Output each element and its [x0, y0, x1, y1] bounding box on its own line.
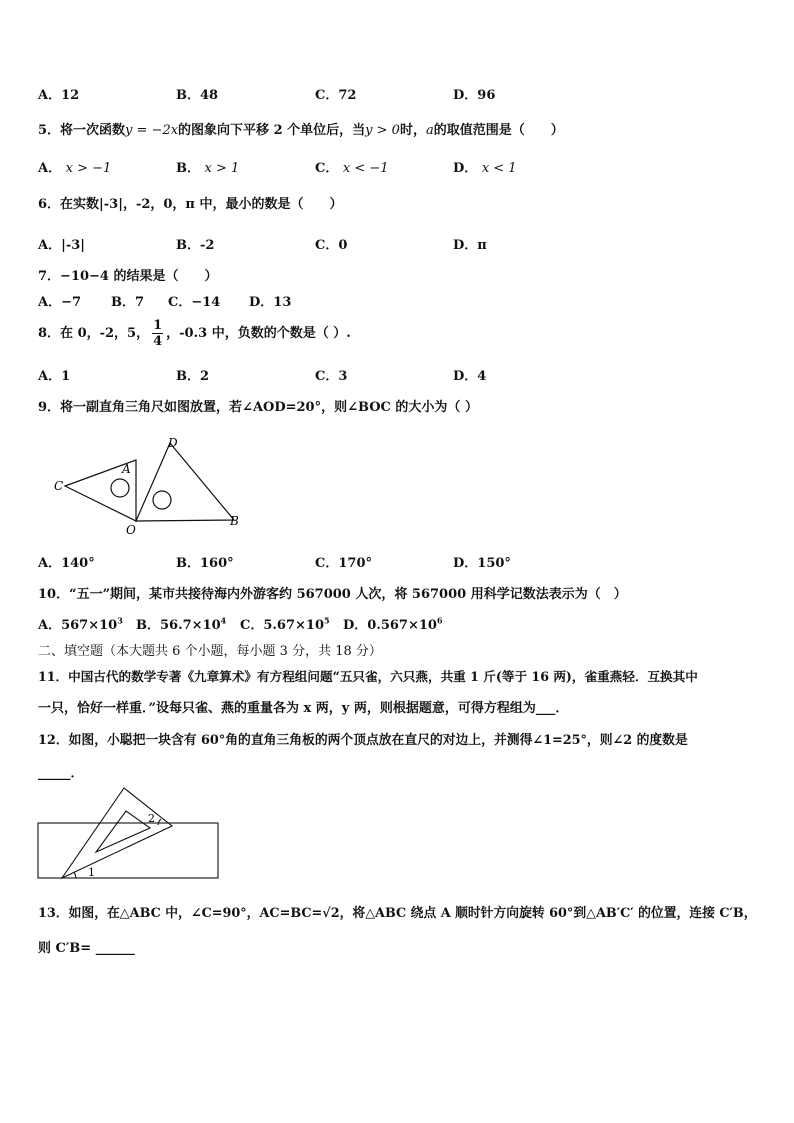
q10-option-a-base: A．567×10: [38, 618, 118, 633]
q9-label-d: D: [168, 436, 178, 450]
q4-option-a: A．12: [38, 88, 80, 103]
q9-option-a: A．140°: [38, 556, 95, 571]
q8-option-b: B．2: [176, 369, 210, 384]
q10-option-b-base: B．56.7×10: [136, 618, 221, 633]
q8-option-a: A．1: [38, 369, 71, 384]
q11-line1: 11．中国古代的数学专著《九章算术》有方程组问题“五只雀，六只燕，共重 1 斤(等于 16 两)，雀重燕轻．互换其中: [38, 669, 698, 684]
q12-label-2: 2: [148, 812, 155, 825]
q10-option-c: [240, 614, 330, 633]
q5-option-a-value: x > −1: [65, 161, 112, 176]
q9-label-c: C: [54, 479, 64, 493]
q11-line2: 一只，恰好一样重．”设每只雀、燕的重量各为 x 两，y 两，则根据题意，可得方程组为___．: [38, 701, 569, 716]
q5-variable: a: [425, 123, 434, 138]
q10-option-c-base: C．5.67×10: [240, 618, 324, 633]
q5-option-d-label: D．: [453, 161, 478, 176]
q9-label-b: B: [230, 514, 239, 528]
q6-option-d: D．π: [453, 238, 487, 253]
q7-option-c: C．−14: [168, 295, 221, 310]
q5-option-d: [453, 157, 517, 176]
q5-option-c: [315, 157, 389, 176]
q9-label-o: O: [126, 523, 136, 537]
q5-option-c-label: C．: [315, 161, 339, 176]
q8-fraction-denominator: 4: [153, 334, 163, 349]
q9-option-d: D．150°: [453, 556, 511, 571]
q9-right-triangle: [136, 443, 234, 521]
q10-option-d-exponent: 6: [436, 615, 443, 626]
q12-angle2-arc: [158, 819, 161, 825]
q12-line2: _____．: [38, 766, 84, 781]
q4-option-c: C．72: [315, 88, 357, 103]
q7-question: 7．−10−4 的结果是（ ）: [38, 269, 218, 284]
q10-option-a: [38, 614, 123, 633]
q9-figure: [50, 432, 250, 542]
q13-line2: 则 C′B= ______: [38, 941, 135, 956]
q5-option-a: [38, 157, 111, 176]
q5-question: [38, 119, 564, 138]
q6-option-a: A．|-3|: [38, 238, 85, 253]
q13-line1: 13．如图，在△ABC 中，∠C=90°，AC=BC=√2，将△ABC 绕点 A 顺时针方向旋转 60°到△AB′C′ 的位置，连接 C′B，: [38, 906, 757, 921]
q5-option-b-label: B．: [176, 161, 200, 176]
q8-fraction-numerator: 1: [153, 318, 163, 333]
q12-figure: [36, 786, 221, 882]
q4-option-d: D．96: [453, 88, 496, 103]
q10-option-d-base: D．0.567×10: [343, 618, 437, 633]
q10-option-b: [136, 614, 226, 633]
q6-option-b: B．-2: [176, 238, 215, 253]
q5-condition: y > 0: [365, 123, 400, 138]
q4-option-b: B．48: [176, 88, 219, 103]
q12-angle1-arc: [74, 872, 76, 878]
q5-middle: 的图象向下平移 2 个单位后，当: [178, 123, 366, 138]
q12-line1: 12．如图，小聪把一块含有 60°角的直角三角板的两个顶点放在直尺的对边上，并测得∠1=25°，则∠2 的度数是: [38, 733, 688, 748]
q10-option-d: [343, 614, 443, 633]
q12-label-1: 1: [88, 866, 95, 879]
q9-question: 9．将一副直角三角尺如图放置，若∠AOD=20°，则∠BOC 的大小为（ ）: [38, 400, 478, 415]
q5-middle2: 时，: [399, 123, 426, 138]
q8-suffix: ，-0.3 中，负数的个数是（ ）.: [166, 326, 351, 341]
q8-option-d: D．4: [453, 369, 487, 384]
q5-prefix: 5．将一次函数: [38, 123, 126, 138]
q9-label-a: A: [122, 462, 131, 476]
q10-option-b-exponent: 4: [220, 615, 227, 626]
q8-option-c: C．3: [315, 369, 348, 384]
q10-option-a-exponent: 3: [117, 615, 123, 626]
q5-option-c-value: x < −1: [342, 161, 389, 176]
q6-option-c: C．0: [315, 238, 348, 253]
q5-suffix: 的取值范围是（ ）: [433, 123, 564, 138]
q7-option-d: D．13: [249, 295, 292, 310]
q9-right-hole: [153, 491, 171, 509]
q10-option-c-exponent: 5: [324, 615, 330, 626]
q8-fraction: [152, 318, 163, 349]
q9-option-b: B．160°: [176, 556, 234, 571]
q12-ruler: [38, 823, 218, 878]
q9-left-hole: [111, 479, 129, 497]
q5-function: y = −2x: [125, 123, 179, 138]
section-heading-fill-in: 二、填空题（本大题共 6 个小题，每小题 3 分，共 18 分）: [38, 644, 382, 659]
q7-option-b: B．7: [111, 295, 145, 310]
q5-option-a-label: A．: [38, 161, 62, 176]
q5-option-b: [176, 157, 239, 176]
q10-question: 10．“五一”期间，某市共接待海内外游客约 567000 人次，将 567000 用科学记数法表示为（ ）: [38, 587, 627, 602]
q8-question: [38, 318, 351, 349]
q12-triangle-outer: [62, 788, 172, 878]
q5-option-d-value: x < 1: [481, 161, 517, 176]
q9-option-c: C．170°: [315, 556, 372, 571]
q8-prefix: 8．在 0，-2，5，: [38, 326, 150, 341]
q7-option-a: A．−7: [38, 295, 82, 310]
q6-question: 6．在实数|-3|，-2，0，π 中，最小的数是（ ）: [38, 197, 343, 212]
q5-option-b-value: x > 1: [204, 161, 240, 176]
